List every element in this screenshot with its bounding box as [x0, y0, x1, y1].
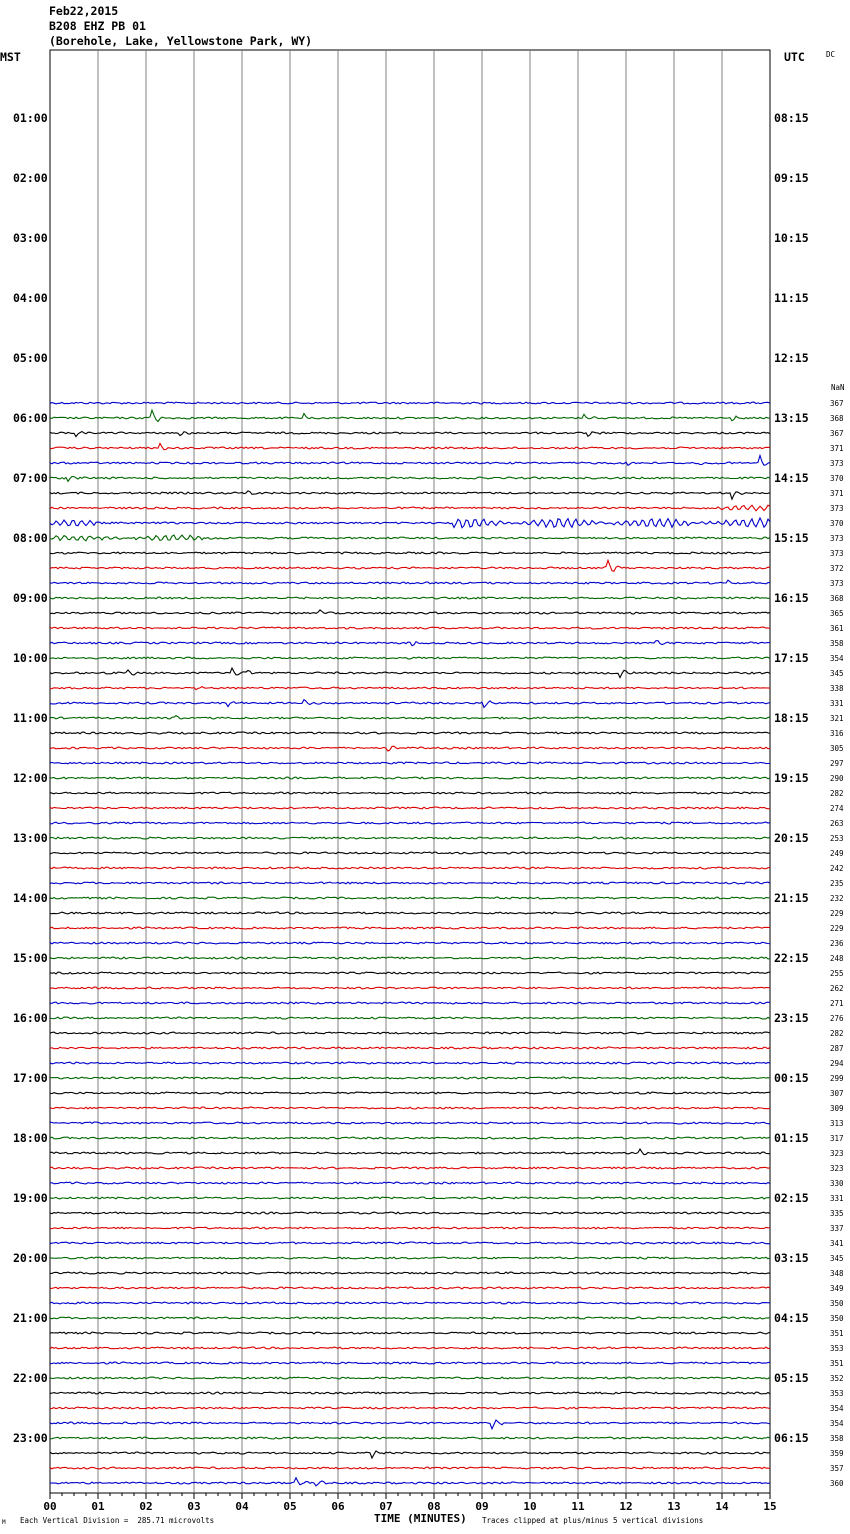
- row-value-label: 331: [830, 1194, 844, 1203]
- header-date: Feb22,2015: [49, 4, 119, 18]
- utc-hour-label: 18:15: [774, 711, 809, 725]
- seismic-trace: [50, 1062, 770, 1064]
- utc-hour-label: 20:15: [774, 831, 809, 845]
- seismic-trace: [50, 1362, 770, 1364]
- row-value-label: 354: [830, 1404, 844, 1413]
- seismic-trace: [50, 1149, 770, 1155]
- seismic-trace: [50, 687, 770, 690]
- seismic-trace: [50, 1182, 770, 1184]
- row-value-label: 313: [830, 1119, 844, 1128]
- utc-hour-label: 12:15: [774, 351, 809, 365]
- row-value-label: 249: [830, 849, 844, 858]
- row-value-label: 323: [830, 1164, 844, 1173]
- row-value-label: 235: [830, 879, 844, 888]
- row-value-label: 330: [830, 1179, 844, 1188]
- seismic-trace: [50, 1437, 770, 1439]
- row-value-label: 338: [830, 684, 844, 693]
- x-tick-label: 06: [331, 1500, 345, 1513]
- utc-hour-label: 13:15: [774, 411, 809, 425]
- seismic-trace: [50, 1347, 770, 1349]
- seismic-trace: [50, 957, 770, 959]
- seismic-trace: [50, 1017, 770, 1019]
- x-tick-label: 12: [619, 1500, 633, 1513]
- seismic-trace: [50, 912, 770, 914]
- row-value-label: 290: [830, 774, 844, 783]
- row-value-label: 354: [830, 654, 844, 663]
- x-tick-label: 10: [523, 1500, 537, 1513]
- utc-hour-label: 06:15: [774, 1431, 809, 1445]
- trace-group: [50, 402, 770, 1486]
- seismic-trace: [50, 1407, 770, 1409]
- x-axis-ticks: [43, 1493, 776, 1513]
- row-value-label: 352: [830, 1374, 844, 1383]
- row-value-label: 253: [830, 834, 844, 843]
- row-value-label: 361: [830, 624, 844, 633]
- seismic-trace: [50, 746, 770, 751]
- x-tick-label: 04: [235, 1500, 249, 1513]
- row-value-label: 317: [830, 1134, 844, 1143]
- seismic-trace: [50, 1212, 770, 1214]
- row-value-label: 360: [830, 1479, 844, 1488]
- seismic-trace: [50, 1478, 770, 1486]
- seismic-trace: [50, 927, 770, 929]
- row-value-label: 262: [830, 984, 844, 993]
- x-tick-label: 13: [667, 1500, 681, 1513]
- mst-hour-label: 17:00: [13, 1071, 48, 1085]
- seismic-trace: [50, 1242, 770, 1244]
- seismic-trace: [50, 505, 770, 511]
- seismic-trace: [50, 657, 770, 659]
- mst-hour-label: 07:00: [13, 471, 48, 485]
- row-value-label: 367: [830, 429, 844, 438]
- seismic-trace: [50, 1392, 770, 1394]
- row-value-label: 236: [830, 939, 844, 948]
- seismic-trace: [50, 716, 770, 719]
- row-value-label: 321: [830, 714, 844, 723]
- seismic-trace: [50, 987, 770, 989]
- seismic-trace: [50, 627, 770, 629]
- dc-corner-tag: DC: [826, 50, 836, 59]
- utc-hour-label: 08:15: [774, 111, 809, 125]
- row-value-label: 350: [830, 1299, 844, 1308]
- nan-label: NaN: [831, 383, 845, 392]
- row-value-label: 287: [830, 1044, 844, 1053]
- utc-hour-label: 21:15: [774, 891, 809, 905]
- seismic-trace: [50, 777, 770, 779]
- row-value-label: 299: [830, 1074, 844, 1083]
- mst-hour-label: 11:00: [13, 711, 48, 725]
- x-tick-label: 15: [763, 1500, 777, 1513]
- seismic-trace: [50, 1137, 770, 1139]
- seismic-trace: [50, 1167, 770, 1169]
- row-value-label: 348: [830, 1269, 844, 1278]
- seismic-trace: [50, 762, 770, 764]
- seismic-trace: [50, 867, 770, 869]
- utc-timezone-label: UTC: [784, 50, 805, 64]
- mst-hour-label: 04:00: [13, 291, 48, 305]
- mst-hour-label: 16:00: [13, 1011, 48, 1025]
- row-value-label: 316: [830, 729, 844, 738]
- row-value-label: 371: [830, 444, 844, 453]
- row-value-label: 345: [830, 669, 844, 678]
- seismic-trace: [50, 1002, 770, 1004]
- seismic-trace: [50, 1377, 770, 1379]
- seismic-trace: [50, 1302, 770, 1304]
- row-value-label: 373: [830, 459, 844, 468]
- x-tick-label: 00: [43, 1500, 57, 1513]
- utc-hour-label: 01:15: [774, 1131, 809, 1145]
- row-value-label: 282: [830, 789, 844, 798]
- mst-hour-label: 22:00: [13, 1371, 48, 1385]
- seismic-trace: [50, 1272, 770, 1274]
- seismic-trace: [50, 560, 770, 571]
- row-value-label: 331: [830, 699, 844, 708]
- row-value-label: 294: [830, 1059, 844, 1068]
- seismic-trace: [50, 456, 770, 466]
- seismic-trace: [50, 410, 770, 421]
- mst-hour-label: 09:00: [13, 591, 48, 605]
- row-value-label: 309: [830, 1104, 844, 1113]
- utc-hour-label: 19:15: [774, 771, 809, 785]
- seismic-trace: [50, 942, 770, 944]
- seismic-trace: [50, 700, 770, 708]
- seismic-trace: [50, 1092, 770, 1094]
- row-value-label: 373: [830, 579, 844, 588]
- utc-hour-label: 15:15: [774, 531, 809, 545]
- x-tick-label: 03: [187, 1500, 201, 1513]
- row-value-label: 345: [830, 1254, 844, 1263]
- seismic-trace: [50, 1197, 770, 1199]
- row-value-label: 350: [830, 1314, 844, 1323]
- row-value-label: 307: [830, 1089, 844, 1098]
- x-axis-title: TIME (MINUTES): [374, 1512, 467, 1525]
- row-value-label: 255: [830, 969, 844, 978]
- utc-hour-label: 00:15: [774, 1071, 809, 1085]
- row-value-label: 359: [830, 1449, 844, 1458]
- seismic-trace: [50, 610, 770, 614]
- row-value-label: 337: [830, 1224, 844, 1233]
- utc-hour-label: 05:15: [774, 1371, 809, 1385]
- row-value-label: 370: [830, 474, 844, 483]
- seismic-trace: [50, 732, 770, 734]
- seismic-trace: [50, 792, 770, 794]
- utc-hour-label: 03:15: [774, 1251, 809, 1265]
- utc-hour-label: 04:15: [774, 1311, 809, 1325]
- mst-hour-label: 12:00: [13, 771, 48, 785]
- mst-hour-label: 20:00: [13, 1251, 48, 1265]
- seismic-trace: [50, 402, 770, 404]
- row-value-label: 372: [830, 564, 844, 573]
- seismic-trace: [50, 822, 770, 824]
- corner-mark: M: [2, 1519, 6, 1526]
- utc-hour-label: 17:15: [774, 651, 809, 665]
- mst-hour-label: 05:00: [13, 351, 48, 365]
- row-value-label: 373: [830, 504, 844, 513]
- utc-hour-label: 09:15: [774, 171, 809, 185]
- seismic-trace: [50, 432, 770, 437]
- row-value-label: 373: [830, 534, 844, 543]
- seismic-trace: [50, 535, 770, 541]
- mst-hour-label: 19:00: [13, 1191, 48, 1205]
- row-value-label: 365: [830, 609, 844, 618]
- seismic-trace: [50, 518, 770, 528]
- row-value-label: 341: [830, 1239, 844, 1248]
- seismic-trace: [50, 972, 770, 974]
- row-value-label: 351: [830, 1329, 844, 1338]
- mst-hour-label: 23:00: [13, 1431, 48, 1445]
- seismic-trace: [50, 807, 770, 809]
- mst-hour-label: 21:00: [13, 1311, 48, 1325]
- row-value-label: 242: [830, 864, 844, 873]
- row-value-label: 349: [830, 1284, 844, 1293]
- row-value-label: 229: [830, 924, 844, 933]
- row-value-label: 335: [830, 1209, 844, 1218]
- row-value-label: 358: [830, 1434, 844, 1443]
- clip-note: Traces clipped at plus/minus 5 vertical divisions: [482, 1516, 704, 1525]
- seismic-trace: [50, 1467, 770, 1469]
- utc-hour-label: 02:15: [774, 1191, 809, 1205]
- seismic-trace: [50, 1287, 770, 1289]
- seismic-trace: [50, 882, 770, 884]
- row-value-label: 305: [830, 744, 844, 753]
- vertical-scale-note: Each Vertical Division = 285.71 microvolts: [20, 1516, 215, 1525]
- seismic-trace: [50, 1451, 770, 1458]
- seismic-trace: [50, 1077, 770, 1079]
- mst-hour-label: 18:00: [13, 1131, 48, 1145]
- seismic-trace: [50, 491, 770, 499]
- seismic-trace: [50, 641, 770, 646]
- seismic-trace: [50, 1227, 770, 1229]
- mst-hour-label: 08:00: [13, 531, 48, 545]
- row-value-label: 354: [830, 1419, 844, 1428]
- row-value-label: 368: [830, 594, 844, 603]
- seismic-trace: [50, 1332, 770, 1334]
- utc-hour-label: 16:15: [774, 591, 809, 605]
- seismic-trace: [50, 597, 770, 599]
- seismic-trace: [50, 1047, 770, 1049]
- seismic-trace: [50, 852, 770, 854]
- row-value-label: 353: [830, 1344, 844, 1353]
- mst-hour-label: 10:00: [13, 651, 48, 665]
- x-tick-label: 08: [427, 1500, 441, 1513]
- row-value-label: 263: [830, 819, 844, 828]
- mst-hour-label: 06:00: [13, 411, 48, 425]
- seismic-trace: [50, 668, 770, 678]
- mst-hour-label: 03:00: [13, 231, 48, 245]
- seismic-trace: [50, 580, 770, 584]
- row-value-label: 323: [830, 1149, 844, 1158]
- plot-frame: [50, 50, 770, 1493]
- row-value-label: 358: [830, 639, 844, 648]
- mst-hour-label: 02:00: [13, 171, 48, 185]
- seismic-trace: [50, 552, 770, 554]
- mst-hour-label: 14:00: [13, 891, 48, 905]
- row-value-label: 370: [830, 519, 844, 528]
- row-value-label: 229: [830, 909, 844, 918]
- utc-hour-label: 23:15: [774, 1011, 809, 1025]
- mst-hour-label: 01:00: [13, 111, 48, 125]
- row-value-label: 373: [830, 549, 844, 558]
- header-location: (Borehole, Lake, Yellowstone Park, WY): [49, 34, 313, 48]
- row-value-label: 248: [830, 954, 844, 963]
- utc-hour-label: 10:15: [774, 231, 809, 245]
- x-tick-label: 01: [91, 1500, 105, 1513]
- mst-timezone-label: MST: [0, 50, 21, 64]
- seismic-trace: [50, 1107, 770, 1109]
- seismic-trace: [50, 1420, 770, 1429]
- row-value-label: 357: [830, 1464, 844, 1473]
- row-value-label: 367: [830, 399, 844, 408]
- seismic-trace: [50, 1317, 770, 1319]
- header-station: B208 EHZ PB 01: [49, 19, 146, 33]
- seismic-trace: [50, 444, 770, 450]
- row-value-label: 297: [830, 759, 844, 768]
- x-tick-label: 05: [283, 1500, 297, 1513]
- utc-hour-label: 14:15: [774, 471, 809, 485]
- row-value-label: 282: [830, 1029, 844, 1038]
- mst-hour-label: 13:00: [13, 831, 48, 845]
- x-tick-label: 09: [475, 1500, 489, 1513]
- seismic-trace: [50, 476, 770, 481]
- mst-hour-label: 15:00: [13, 951, 48, 965]
- x-tick-label: 11: [571, 1500, 585, 1513]
- seismic-trace: [50, 1257, 770, 1259]
- row-value-label: 371: [830, 489, 844, 498]
- seismic-trace: [50, 1032, 770, 1034]
- x-tick-label: 14: [715, 1500, 729, 1513]
- row-value-label: 351: [830, 1359, 844, 1368]
- seismic-trace: [50, 1122, 770, 1124]
- row-value-label: 271: [830, 999, 844, 1008]
- row-value-label: 276: [830, 1014, 844, 1023]
- row-value-label: 353: [830, 1389, 844, 1398]
- seismic-trace: [50, 837, 770, 839]
- x-tick-label: 02: [139, 1500, 153, 1513]
- utc-hour-label: 11:15: [774, 291, 809, 305]
- minute-grid: [50, 50, 770, 1493]
- seismic-trace: [50, 897, 770, 899]
- row-value-label: 274: [830, 804, 844, 813]
- row-value-label: 368: [830, 414, 844, 423]
- row-value-label: 232: [830, 894, 844, 903]
- x-tick-label: 07: [379, 1500, 393, 1513]
- utc-hour-label: 22:15: [774, 951, 809, 965]
